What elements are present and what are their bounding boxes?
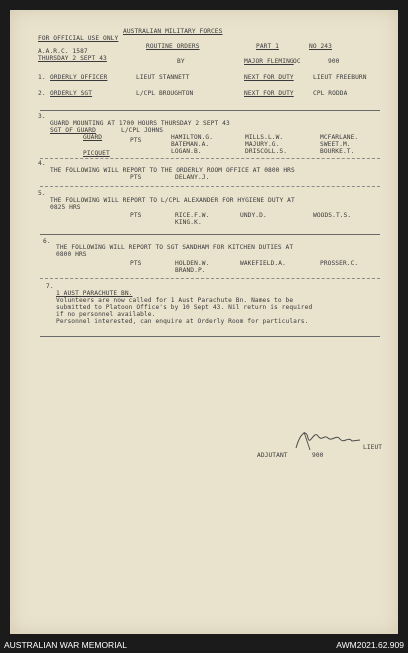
signature-role: ADJUTANT	[257, 452, 288, 459]
parachute-body-line: Volunteers are now called for 1 Aust Parachute Bn. Names to be	[56, 297, 294, 304]
archive-credit: AUSTRALIAN WAR MEMORIAL	[4, 640, 127, 650]
orderly-sgt-name: L/CPL BROUGHTON	[136, 90, 194, 97]
divider	[40, 110, 380, 111]
handwritten-signature	[290, 424, 370, 454]
parachute-body-line: if no personnel available.	[56, 311, 156, 318]
guard-mounting-line: GUARD MOUNTING AT 1700 HOURS THURSDAY 2 SEPT 43	[50, 120, 230, 127]
orderly-room-pts-label: PTS	[130, 174, 142, 181]
hygiene-name: RICE.F.W.	[175, 212, 210, 219]
orderly-officer-name: LIEUT STANNETT	[136, 74, 190, 81]
by-unit: 900	[328, 58, 340, 65]
orders-number: NO 243	[309, 43, 332, 50]
by-label: BY	[177, 58, 185, 65]
hygiene-duty-time: 0825 HRS	[50, 204, 81, 211]
hygiene-name: WOODS.T.S.	[313, 212, 352, 219]
parachute-body-line: submitted to Platoon Office's by 10 Sept 43. Nil return is required	[56, 304, 313, 311]
guard-name: SWEET.M.	[320, 141, 351, 148]
orderly-sgt-title: ORDERLY SGT	[50, 90, 93, 97]
by-role: OC	[293, 58, 301, 65]
archive-accession-number: AWM2021.62.909	[336, 640, 404, 650]
restriction-label: FOR OFFICIAL USE ONLY	[38, 35, 119, 42]
parachute-body-line: Personnel interested, can enquire at Orderly Room for particulars.	[56, 318, 309, 325]
next-for-duty-label-1: NEXT FOR DUTY	[244, 74, 294, 81]
section-4-number: 4.	[38, 160, 46, 167]
orders-part: PART 1	[256, 43, 279, 50]
next-for-duty-label-2: NEXT FOR DUTY	[244, 90, 294, 97]
orderly-room-line: THE FOLLOWING WILL REPORT TO THE ORDERLY ROOM OFFICE AT 0800 HRS	[50, 167, 295, 174]
picquet-name: BOURKE.T.	[320, 148, 355, 155]
divider	[40, 278, 380, 279]
hygiene-pts-label: PTS	[130, 212, 142, 219]
guard-name: MAJURY.G.	[245, 141, 280, 148]
orderly-room-name: DELANY.J.	[175, 174, 210, 181]
picquet-name: LOGAN.B.	[171, 148, 202, 155]
kitchen-duty-line: THE FOLLOWING WILL REPORT TO SGT SANDHAM FOR KITCHEN DUTIES AT	[56, 244, 294, 251]
orders-date: THURSDAY 2 SEPT 43	[38, 55, 107, 62]
hygiene-name: KING.K.	[175, 219, 202, 226]
divider	[40, 336, 380, 337]
hygiene-name: UNDY.D.	[240, 212, 267, 219]
org-title: AUSTRALIAN MILITARY FORCES	[123, 28, 223, 35]
guard-name: MCFARLANE.	[320, 134, 359, 141]
guard-name: MILLS.L.W.	[245, 134, 284, 141]
section-5-number: 5.	[38, 190, 46, 197]
section-3-number: 3.	[38, 113, 46, 120]
guard-name: HAMILTON.G.	[171, 134, 214, 141]
section-7-number: 7.	[46, 283, 54, 290]
section-2-number: 2.	[38, 90, 46, 97]
kitchen-duty-time: 0800 HRS	[56, 251, 87, 258]
hygiene-duty-line: THE FOLLOWING WILL REPORT TO L/CPL ALEXANDER FOR HYGIENE DUTY AT	[50, 197, 295, 204]
section-1-number: 1.	[38, 74, 46, 81]
signature-rank: LIEUT	[363, 444, 383, 451]
kitchen-pts-label: PTS	[130, 260, 142, 267]
sgt-of-guard-name: L/CPL JOHNS	[121, 127, 164, 134]
by-officer: MAJOR FLEMING	[244, 58, 294, 65]
kitchen-name: HOLDEN.W.	[175, 260, 210, 267]
orders-title: ROUTINE ORDERS	[146, 43, 200, 50]
guard-label: GUARD	[83, 134, 103, 141]
kitchen-name: WAKEFIELD.A.	[240, 260, 286, 267]
picquet-name: DRISCOLL.S.	[245, 148, 288, 155]
sgt-of-guard-label: SGT OF GUARD	[50, 127, 96, 134]
kitchen-name: BRAND.P.	[175, 267, 206, 274]
section-6-number: 6.	[43, 238, 51, 245]
picquet-label: PICQUET	[83, 150, 110, 157]
document-page	[10, 10, 398, 634]
kitchen-name: PROSSER.C.	[320, 260, 359, 267]
next-for-duty-name-1: LIEUT FREEBURN	[313, 74, 367, 81]
guard-name: BATEMAN.A.	[171, 141, 210, 148]
guard-pts-label: PTS	[130, 137, 142, 144]
next-for-duty-name-2: CPL RODDA	[313, 90, 348, 97]
divider	[40, 186, 380, 187]
orderly-officer-title: ORDERLY OFFICER	[50, 74, 108, 81]
signature-unit: 900	[312, 452, 324, 459]
divider	[40, 234, 380, 235]
parachute-bn-title: 1 AUST PARACHUTE BN.	[56, 290, 133, 297]
unit-label: A.A.R.C. 1587	[38, 48, 88, 55]
divider	[40, 158, 380, 159]
